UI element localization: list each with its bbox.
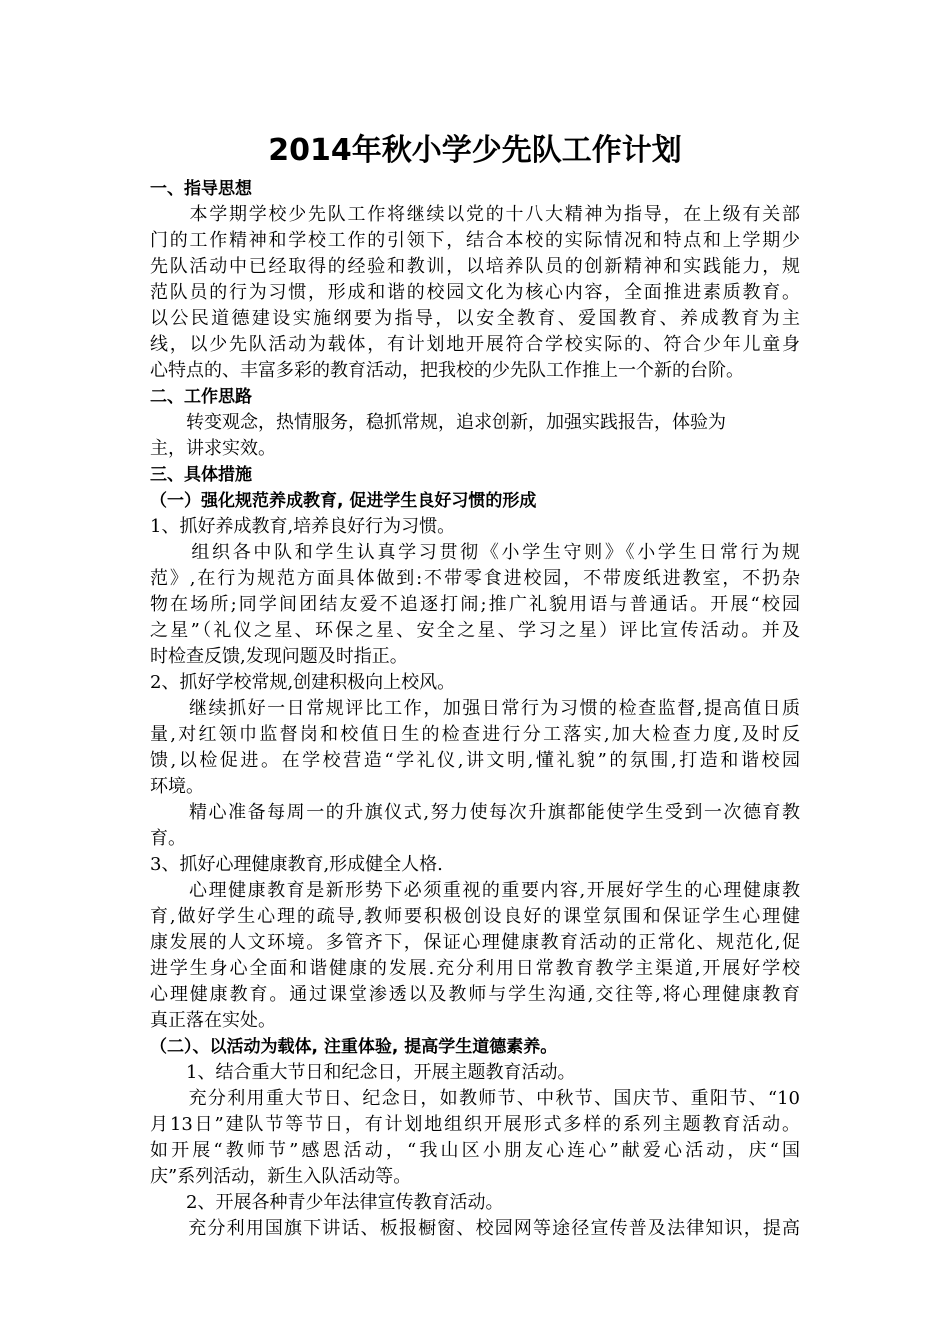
paragraph-line: 真正落在实处。 — [150, 1010, 276, 1031]
paragraph-line: 3、抓好心理健康教育,形成健全人格. — [150, 854, 443, 875]
paragraph-line: 充分利用重大节日、纪念日，如教师节、中秋节、国庆节、重阳节、“10 — [150, 1088, 800, 1109]
document-body — [150, 176, 800, 1242]
paragraph-line: 1、抓好养成教育,培养良好行为习惯。 — [150, 516, 456, 537]
paragraph-line: 充分利用国旗下讲话、板报橱窗、校园网等途径宣传普及法律知识，提高 — [150, 1218, 800, 1239]
paragraph-line: 先队活动中已经取得的经验和教训，以培养队员的创新精神和实践能力，规 — [150, 256, 800, 277]
paragraph-line: 心特点的、丰富多彩的教育活动，把我校的少先队工作推上一个新的台阶。 — [150, 360, 744, 381]
paragraph-line: 本学期学校少先队工作将继续以党的十八大精神为指导，在上级有关部 — [150, 204, 800, 225]
subsection-heading: （一）强化规范养成教育, 促进学生良好习惯的形成 — [150, 491, 537, 511]
paragraph-line: 心理健康教育是新形势下必须重视的重要内容,开展好学生的心理健康教 — [150, 880, 800, 901]
section-heading: 三、具体措施 — [150, 465, 252, 485]
paragraph-line: 育。 — [150, 828, 186, 849]
paragraph-line: 门的工作精神和学校工作的引领下，结合本校的实际情况和特点和上学期少 — [150, 230, 800, 251]
paragraph-line: 主，讲求实效。 — [150, 438, 276, 459]
paragraph-line: 庆”系列活动，新生入队活动等。 — [150, 1166, 412, 1187]
section-heading: 二、工作思路 — [150, 387, 252, 407]
subsection-heading: （二）、以活动为载体, 注重体验, 提高学生道德素养。 — [150, 1037, 558, 1057]
paragraph-line: 范》,在行为规范方面具体做到:不带零食进校园，不带废纸进教室，不扔杂 — [150, 568, 800, 589]
section-heading: 一、指导思想 — [150, 179, 252, 199]
paragraph-line: 转变观念，热情服务，稳抓常规，追求创新，加强实践报告，体验为 — [150, 412, 726, 433]
paragraph-line: 之星”（礼仪之星、环保之星、安全之星、学习之星）评比宣传活动。并及 — [150, 620, 800, 641]
paragraph-line: 2、开展各种青少年法律宣传教育活动。 — [150, 1192, 504, 1213]
paragraph-line: 环境。 — [150, 776, 204, 797]
paragraph-line: 进学生身心全面和谐健康的发展.充分利用日常教育教学主渠道,开展好学校 — [150, 958, 800, 979]
paragraph-line: 以公民道德建设实施纲要为指导，以安全教育、爱国教育、养成教育为主 — [150, 308, 800, 329]
paragraph-line: 如开展“教师节”感恩活动，“我山区小朋友心连心”献爱心活动，庆“国 — [150, 1140, 800, 1161]
paragraph-line: 心理健康教育。通过课堂渗透以及教师与学生沟通,交往等,将心理健康教育 — [150, 984, 800, 1005]
document-page — [150, 128, 800, 1242]
paragraph-line: 线，以少先队活动为载体，有计划地开展符合学校实际的、符合少年儿童身 — [150, 334, 800, 355]
paragraph-line: 继续抓好一日常规评比工作，加强日常行为习惯的检查监督,提高值日质 — [150, 698, 800, 719]
paragraph-line: 精心准备每周一的升旗仪式,努力使每次升旗都能使学生受到一次德育教 — [150, 802, 800, 823]
paragraph-line: 1、结合重大节日和纪念日，开展主题教育活动。 — [150, 1062, 576, 1083]
paragraph-line: 月13日”建队节等节日，有计划地组织开展形式多样的系列主题教育活动。 — [150, 1114, 800, 1135]
paragraph-line: 时检查反馈,发现问题及时指正。 — [150, 646, 408, 667]
paragraph-line: 育,做好学生心理的疏导,教师要积极创设良好的课堂氛围和保证学生心理健 — [150, 906, 800, 927]
paragraph-line: 康发展的人文环境。多管齐下，保证心理健康教育活动的正常化、规范化,促 — [150, 932, 800, 953]
paragraph-line: 2、抓好学校常规,创建积极向上校风。 — [150, 672, 456, 693]
paragraph-line: 物在场所;同学间团结友爱不追逐打闹;推广礼貌用语与普通话。开展“校园 — [150, 594, 800, 615]
paragraph-line: 组织各中队和学生认真学习贯彻《小学生守则》《小学生日常行为规 — [150, 542, 800, 563]
paragraph-line: 范队员的行为习惯，形成和谐的校园文化为核心内容，全面推进素质教育。 — [150, 282, 800, 303]
paragraph-line: 馈,以检促进。在学校营造“学礼仪,讲文明,懂礼貌”的氛围,打造和谐校园 — [150, 750, 800, 771]
paragraph-line: 量,对红领巾监督岗和校值日生的检查进行分工落实,加大检查力度,及时反 — [150, 724, 800, 745]
page-title: 2014年秋小学少先队工作计划 — [268, 133, 682, 168]
